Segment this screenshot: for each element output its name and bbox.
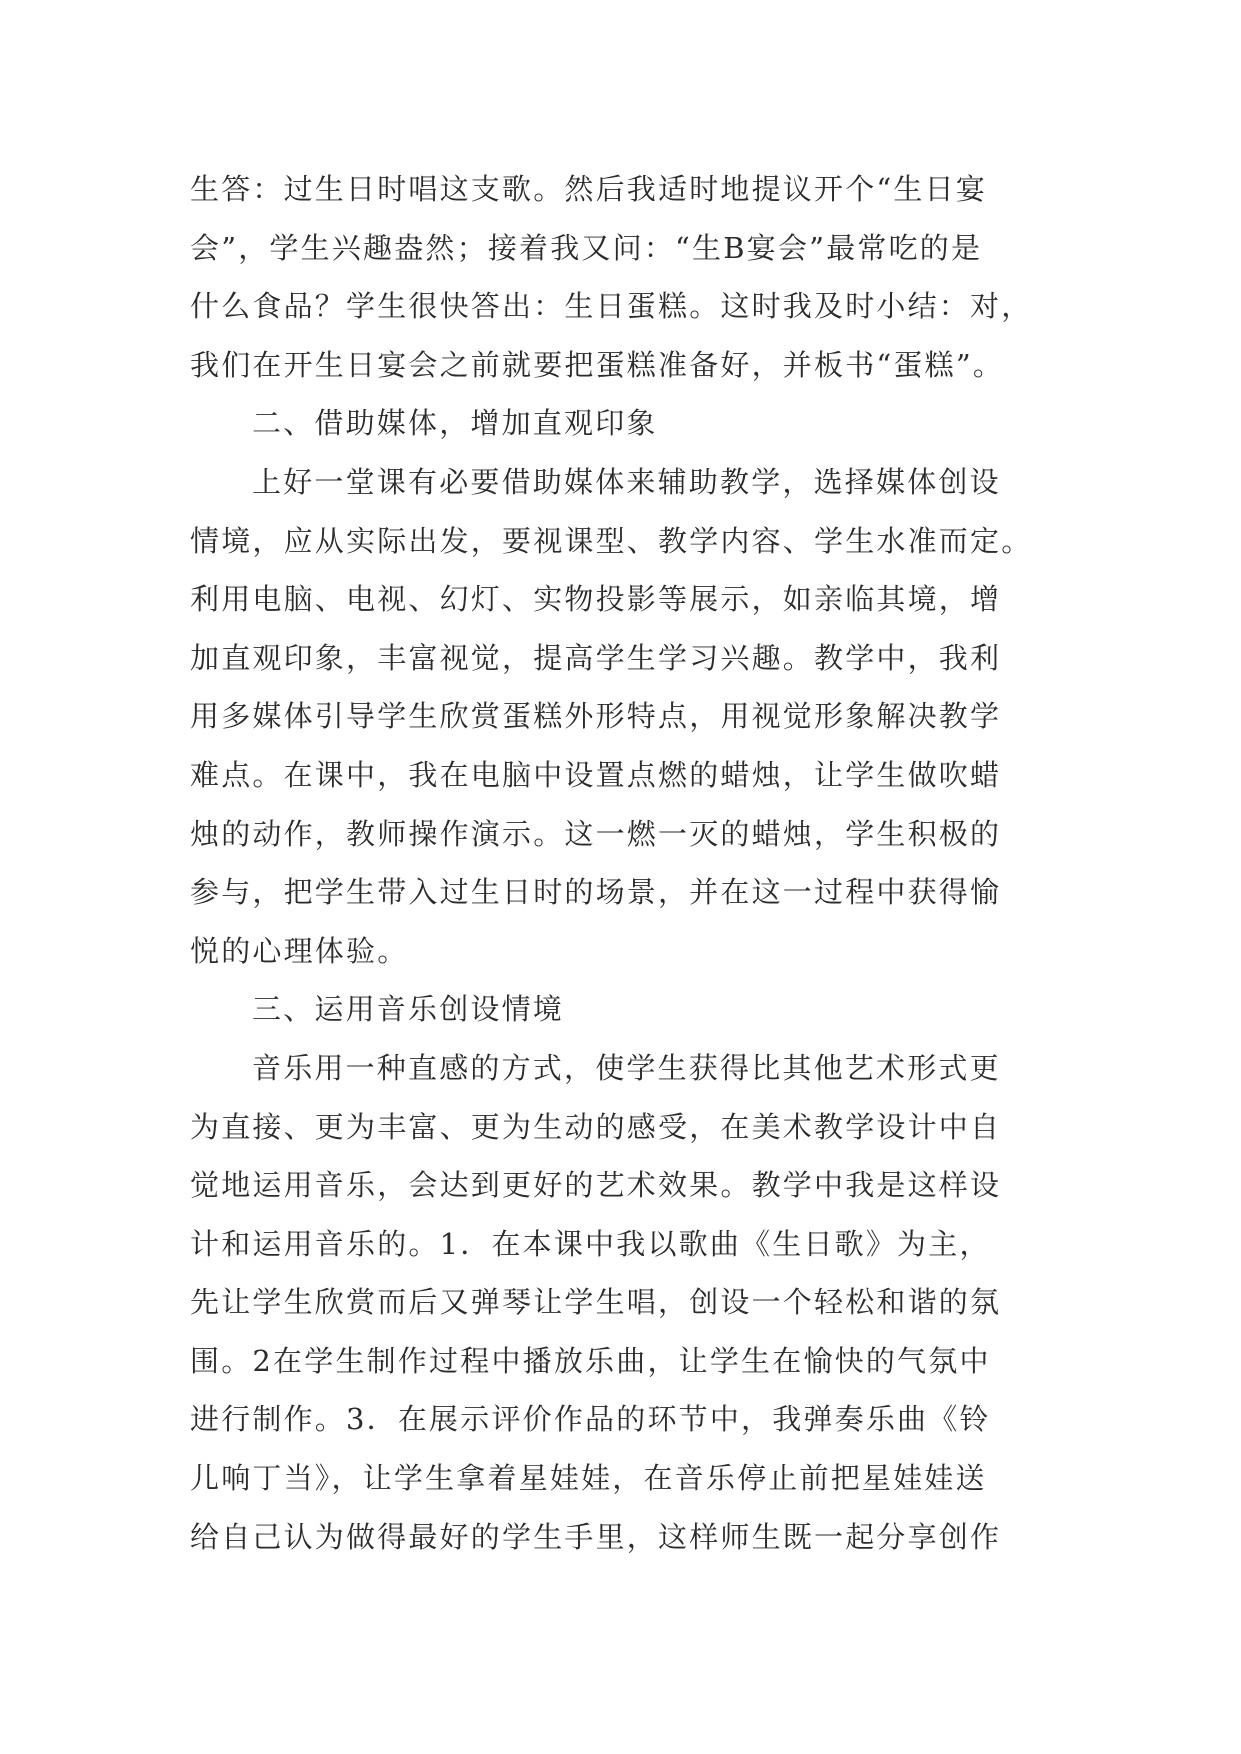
text-line: 情境，应从实际出发，要视课型、教学内容、学生水准而定。 [190,523,1033,558]
text-line: 悦的心理体验。 [190,933,409,968]
text-line: 我们在开生日宴会之前就要把蛋糕准备好，并板书“蛋糕”。 [190,347,1005,382]
text-line: 进行制作。3．在展示评价作品的环节中，我弹奏乐曲《铃 [190,1402,991,1437]
text-line: 为直接、更为丰富、更为生动的感受，在美术教学设计中自 [190,1109,1002,1144]
document-body [190,160,1070,1566]
text-line: 会”，学生兴趣盎然；接着我又问：“生B宴会”最常吃的是 [190,230,983,265]
text-line: 烛的动作，教师操作演示。这一燃一灭的蜡烛，学生积极的 [190,816,1002,851]
text-line: 围。2在学生制作过程中播放乐曲，让学生在愉快的气氛中 [190,1343,991,1378]
text-line: 给自己认为做得最好的学生手里，这样师生既一起分享创作 [190,1519,1002,1554]
paragraph-start: 音乐用一种直感的方式，使学生获得比其他艺术形式更 [252,1050,1001,1085]
text-line: 先让学生欣赏而后又弹琴让学生唱，创设一个轻松和谐的氛 [190,1285,1002,1320]
text-line: 难点。在课中，我在电脑中设置点燃的蜡烛，让学生做吹蜡 [190,757,1002,792]
text-line: 觉地运用音乐，会达到更好的艺术效果。教学中我是这样设 [190,1168,1002,1203]
text-line: 加直观印象，丰富视觉，提高学生学习兴趣。教学中，我利 [190,640,1002,675]
text-line: 生答：过生日时唱这支歌。然后我适时地提议开个“生日宴 [190,172,988,206]
text-line: 什么食品？学生很快答出：生日蛋糕。这时我及时小结：对， [190,289,1033,324]
paragraph-start: 上好一堂课有必要借助媒体来辅助教学，选择媒体创设 [252,464,1001,499]
text-line: 利用电脑、电视、幻灯、实物投影等展示，如亲临其境，增 [190,582,1002,617]
text-line: 儿响丁当》，让学生拿着星娃娃，在音乐停止前把星娃娃送 [190,1461,987,1496]
section-heading: 三、运用音乐创设情境 [252,992,565,1027]
text-line: 用多媒体引导学生欣赏蛋糕外形特点，用视觉形象解决教学 [190,699,1002,734]
text-line: 计和运用音乐的。1．在本课中我以歌曲《生日歌》为主， [190,1226,991,1261]
section-heading: 二、借助媒体，增加直观印象 [252,406,658,441]
text-line: 参与，把学生带入过生日时的场景，并在这一过程中获得愉 [190,875,1002,910]
